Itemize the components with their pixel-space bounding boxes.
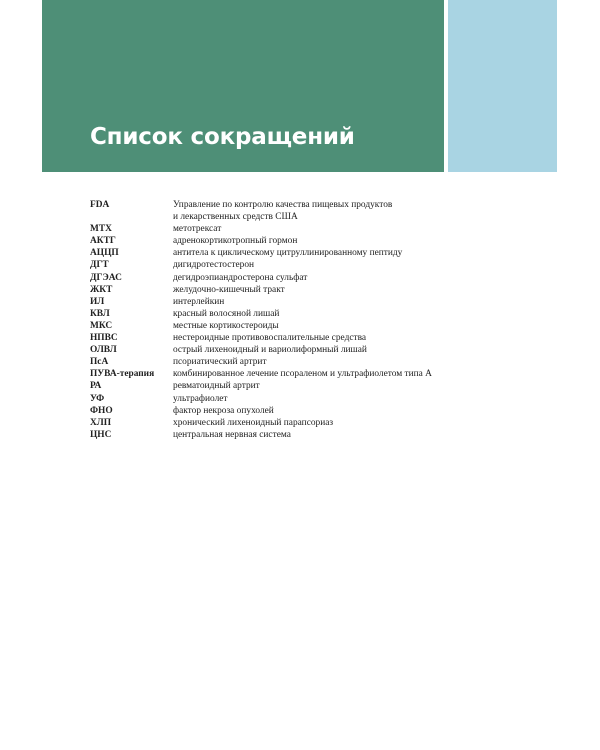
definition-line: хронический лихеноидный парапсориаз bbox=[173, 417, 334, 428]
abbreviation-row bbox=[90, 380, 490, 392]
definition-line: адренокортикотропный гормон bbox=[173, 236, 298, 247]
abbreviation-row bbox=[90, 356, 490, 368]
abbreviation-row bbox=[90, 332, 490, 344]
abbreviation-row bbox=[90, 344, 490, 356]
abbreviation-definition bbox=[173, 272, 490, 284]
abbreviation-definition bbox=[173, 405, 490, 417]
definition-line: и лекарственных средств США bbox=[173, 212, 298, 223]
abbreviation-definition bbox=[173, 356, 490, 368]
abbreviation-row bbox=[90, 308, 490, 320]
abbreviation-definition bbox=[173, 235, 490, 247]
abbreviation-term: ЖКТ bbox=[90, 284, 113, 295]
abbreviation-term: НПВС bbox=[90, 333, 118, 344]
definition-line: центральная нервная система bbox=[173, 429, 291, 440]
abbreviation-row bbox=[90, 405, 490, 417]
abbreviation-definition bbox=[173, 284, 490, 296]
abbreviation-term: МТХ bbox=[90, 224, 112, 235]
definition-line: острый лихеноидный и вариолиформный лишай bbox=[173, 345, 367, 356]
abbreviation-row bbox=[90, 296, 490, 308]
abbreviation-row bbox=[90, 247, 490, 259]
abbreviation-term: АЦЦП bbox=[90, 248, 119, 259]
abbreviation-definition bbox=[173, 417, 490, 429]
abbreviation-row bbox=[90, 429, 490, 441]
definition-line: комбинированное лечение псораленом и ультрафиолетом типа А bbox=[173, 369, 432, 380]
abbreviation-term: ДГТ bbox=[90, 260, 109, 271]
abbreviation-term: ЦНС bbox=[90, 429, 112, 440]
abbreviation-definition bbox=[173, 368, 490, 380]
abbreviation-row bbox=[90, 320, 490, 332]
abbreviation-term: ПсА bbox=[90, 357, 109, 368]
abbreviation-term: МКС bbox=[90, 320, 113, 331]
definition-line: интерлейкин bbox=[173, 296, 225, 307]
abbreviation-term: ХЛП bbox=[90, 417, 112, 428]
abbreviation-row bbox=[90, 417, 490, 429]
abbreviation-term: РА bbox=[90, 381, 102, 392]
definition-line: желудочно-кишечный тракт bbox=[173, 284, 285, 295]
abbreviation-term: FDA bbox=[90, 200, 110, 210]
abbreviation-row bbox=[90, 393, 490, 405]
abbreviation-row bbox=[90, 368, 490, 380]
abbreviation-definition bbox=[173, 344, 490, 356]
definition-line: нестероидные противовоспалительные средства bbox=[173, 333, 367, 344]
abbreviation-row bbox=[90, 199, 490, 223]
definition-line: Управление по контролю качества пищевых продуктов bbox=[173, 200, 393, 210]
abbreviation-term: ДГЭАС bbox=[90, 272, 122, 283]
abbreviation-definition bbox=[173, 308, 490, 320]
abbreviation-term: ФНО bbox=[90, 405, 113, 416]
abbreviation-definition bbox=[173, 247, 490, 259]
page-title: Список сокращений bbox=[90, 124, 355, 150]
definition-line: псориатический артрит bbox=[173, 357, 267, 368]
definition-line: ультрафиолет bbox=[173, 393, 228, 404]
abbreviation-definition bbox=[173, 223, 490, 235]
definition-line: местные кортикостероиды bbox=[173, 320, 279, 331]
abbreviation-row bbox=[90, 223, 490, 235]
definition-line: антитела к циклическому цитруллинированному пептиду bbox=[173, 248, 403, 259]
abbreviation-term: КВЛ bbox=[90, 308, 110, 319]
definition-line: дигидротестостерон bbox=[173, 260, 255, 271]
abbreviation-term: ПУВА-терапия bbox=[90, 369, 155, 380]
header-accent-block bbox=[448, 0, 557, 172]
definition-line: метотрексат bbox=[173, 224, 222, 235]
abbreviation-row bbox=[90, 272, 490, 284]
definition-line: красный волосяной лишай bbox=[173, 308, 280, 319]
abbreviation-definition bbox=[173, 393, 490, 405]
abbreviation-definition bbox=[173, 332, 490, 344]
definition-line: ревматоидный артрит bbox=[173, 381, 260, 392]
abbreviation-row bbox=[90, 235, 490, 247]
abbreviation-definition bbox=[173, 199, 490, 223]
abbreviation-term: ИЛ bbox=[90, 296, 105, 307]
definition-line: фактор некроза опухолей bbox=[173, 405, 274, 416]
abbreviation-definition bbox=[173, 259, 490, 271]
abbreviation-row bbox=[90, 284, 490, 296]
abbreviation-term: АКТГ bbox=[90, 236, 116, 247]
abbreviation-definition bbox=[173, 429, 490, 441]
abbreviation-term: УФ bbox=[90, 393, 105, 404]
abbreviation-definition bbox=[173, 296, 490, 308]
abbreviation-row bbox=[90, 259, 490, 271]
abbreviation-list bbox=[90, 199, 490, 441]
definition-line: дегидроэпиандростерона сульфат bbox=[173, 272, 308, 283]
abbreviation-definition bbox=[173, 320, 490, 332]
abbreviation-definition bbox=[173, 380, 490, 392]
abbreviation-term: ОЛВЛ bbox=[90, 345, 117, 356]
